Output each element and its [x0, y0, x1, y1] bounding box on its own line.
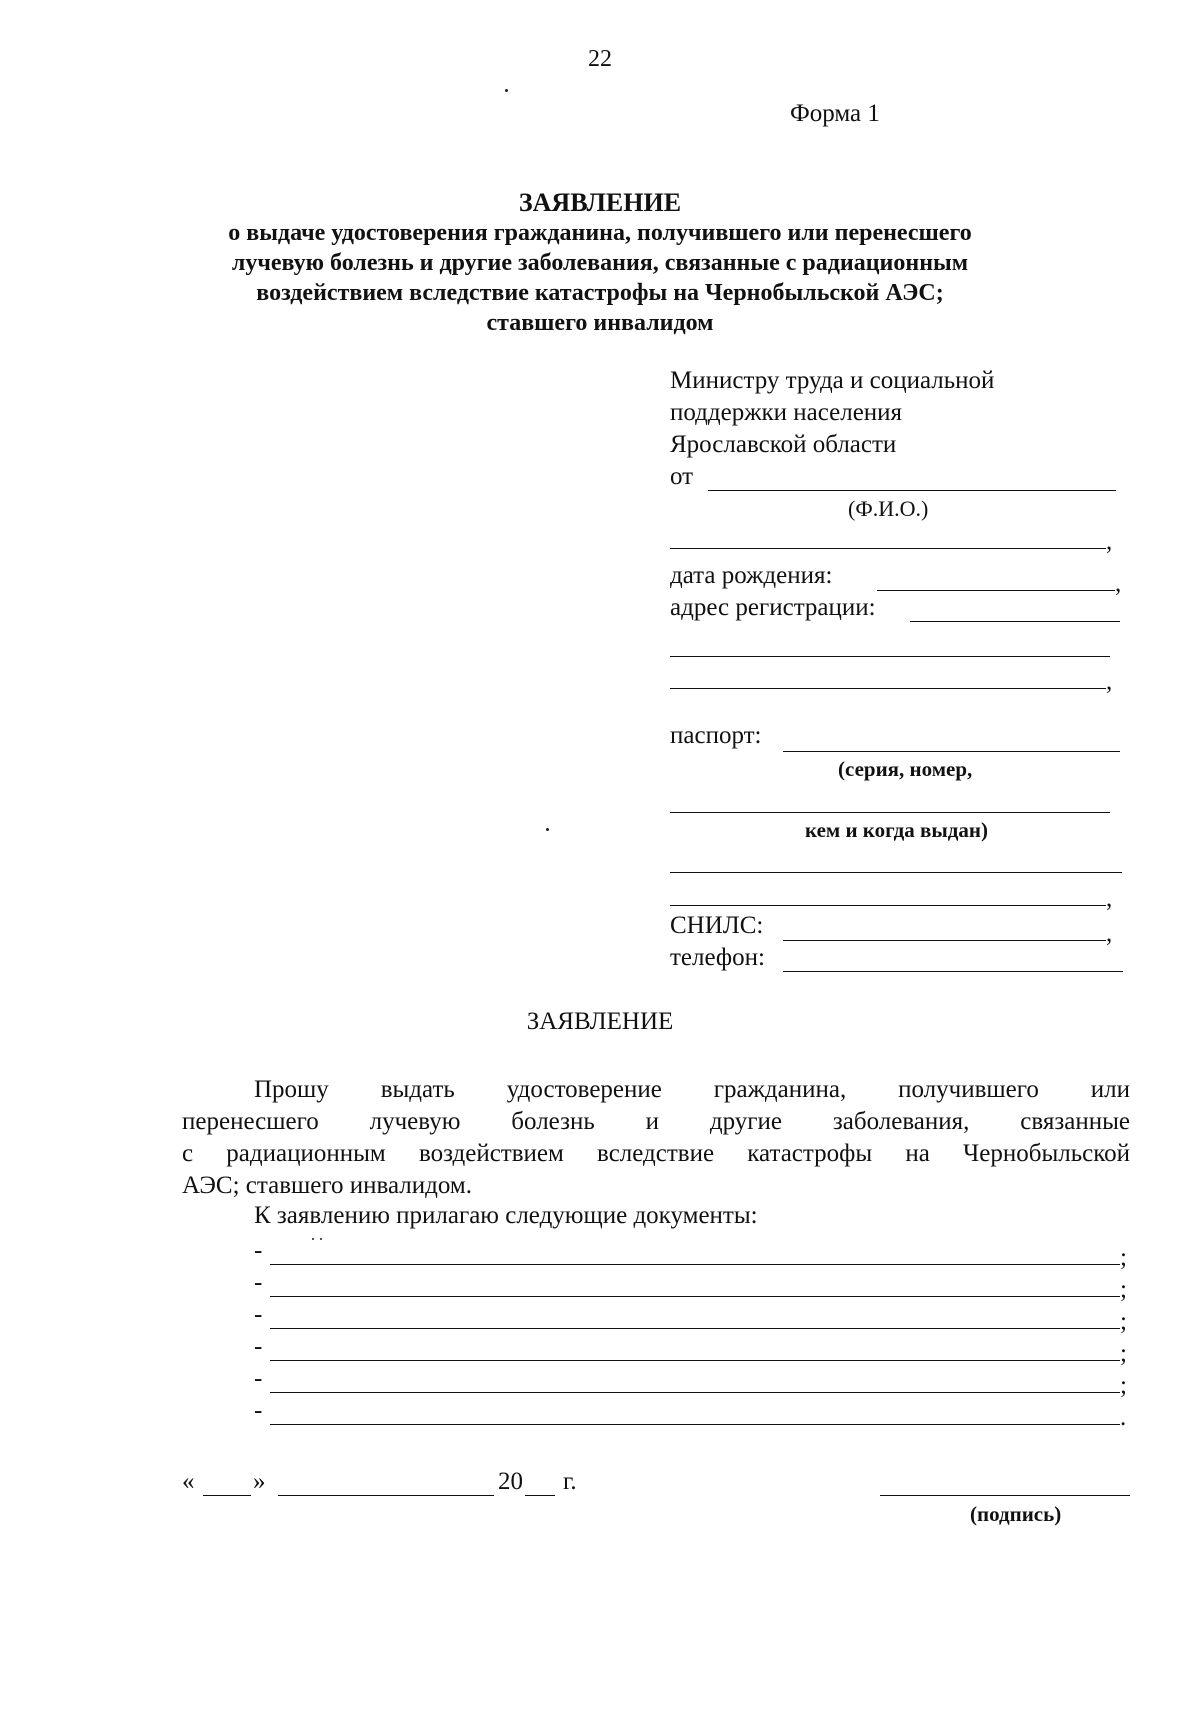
address-label: адрес регистрации: — [670, 594, 876, 621]
statement-title: ЗАЯВЛЕНИЕ — [526, 1008, 674, 1035]
attachment-end-4: ; — [1120, 1340, 1127, 1367]
passport-label: паспорт: — [670, 722, 762, 749]
date-year-prefix: 20 — [498, 1468, 523, 1495]
phone-label: телефон: — [670, 944, 765, 971]
statement-line-2: перенесшего лучевую болезнь и другие заболевания, связанные — [182, 1108, 1130, 1135]
address-field-line-3[interactable] — [670, 688, 1106, 689]
birth-date-comma: , — [1115, 570, 1122, 597]
passport-field-line-2[interactable] — [670, 812, 1110, 813]
fio-hint: (Ф.И.О.) — [848, 496, 929, 521]
document-title: ЗАЯВЛЕНИЕ — [518, 188, 682, 217]
addressee-line-3: Ярославской области — [670, 431, 897, 458]
snils-label: СНИЛС: — [670, 912, 764, 939]
scan-speck — [505, 89, 508, 92]
attachment-dash-5: - — [254, 1365, 263, 1392]
attachment-end-2: ; — [1120, 1276, 1127, 1303]
snils-comma: , — [1106, 920, 1113, 947]
statement-line-1: Прошу выдать удостоверение гражданина, получившего или — [254, 1076, 1130, 1103]
form-label: Форма 1 — [790, 100, 880, 127]
date-open-quote: « — [182, 1468, 195, 1495]
address-field[interactable] — [910, 621, 1120, 622]
date-year-suffix: г. — [563, 1468, 577, 1495]
fio-field[interactable] — [708, 490, 1116, 491]
attachment-end-1: ; — [1120, 1244, 1127, 1271]
attachment-field-2[interactable] — [270, 1296, 1120, 1297]
address-comma: , — [1106, 668, 1113, 695]
date-month-field[interactable] — [278, 1495, 494, 1496]
attachment-field-6[interactable] — [270, 1424, 1120, 1425]
passport-field-line-4[interactable] — [670, 905, 1106, 906]
address-field-line-2[interactable] — [670, 656, 1110, 657]
passport-field[interactable] — [783, 751, 1120, 752]
phone-field[interactable] — [783, 971, 1123, 972]
attachment-dash-3: - — [254, 1301, 263, 1328]
passport-field-line-3[interactable] — [670, 872, 1122, 873]
scan-speck — [546, 828, 549, 831]
page-number: 22 — [588, 46, 612, 72]
birth-date-field[interactable] — [877, 590, 1115, 591]
birth-date-label: дата рождения: — [670, 562, 833, 589]
passport-hint-1: (серия, номер, — [838, 757, 973, 781]
date-year-field[interactable] — [525, 1495, 555, 1496]
scan-speck — [320, 1238, 322, 1240]
scan-speck — [312, 1238, 314, 1240]
attachment-end-3: ; — [1120, 1308, 1127, 1335]
passport-comma: , — [1106, 885, 1113, 912]
attachment-end-5: ; — [1120, 1372, 1127, 1399]
date-close-quote: » — [253, 1468, 266, 1495]
from-label: от — [670, 463, 694, 490]
attachment-dash-2: - — [254, 1269, 263, 1296]
attachments-intro: К заявлению прилагаю следующие документы: — [254, 1202, 758, 1229]
subtitle-line-2: лучевую болезнь и другие заболевания, связанные с радиационным — [231, 250, 969, 276]
subtitle-line-3: воздействием вследствие катастрофы на Чернобыльской АЭС; — [256, 280, 944, 306]
attachment-dash-6: - — [254, 1397, 263, 1424]
attachment-dash-4: - — [254, 1333, 263, 1360]
attachment-field-3[interactable] — [270, 1328, 1120, 1329]
attachment-field-4[interactable] — [270, 1360, 1120, 1361]
attachment-field-5[interactable] — [270, 1392, 1120, 1393]
subtitle-line-4: ставшего инвалидом — [486, 310, 714, 336]
subtitle-line-1: о выдаче удостоверения гражданина, получившего или перенесшего — [228, 220, 972, 246]
signature-field[interactable] — [880, 1495, 1130, 1496]
attachment-field-1[interactable] — [270, 1264, 1120, 1265]
passport-hint-2: кем и когда выдан) — [805, 818, 988, 842]
attachment-dash-1: - — [254, 1237, 263, 1264]
signature-hint: (подпись) — [970, 1502, 1062, 1526]
addressee-line-1: Министру труда и социальной — [670, 367, 995, 394]
addressee-line-2: поддержки населения — [670, 399, 903, 426]
statement-line-3: с радиационным воздействием вследствие катастрофы на Чернобыльской — [182, 1140, 1130, 1167]
date-day-field[interactable] — [203, 1495, 251, 1496]
fio-comma: , — [1106, 528, 1113, 555]
fio-continuation-field[interactable] — [670, 548, 1106, 549]
statement-line-4: АЭС; ставшего инвалидом. — [182, 1172, 472, 1199]
snils-field[interactable] — [783, 940, 1106, 941]
attachment-end-6: . — [1120, 1404, 1127, 1431]
